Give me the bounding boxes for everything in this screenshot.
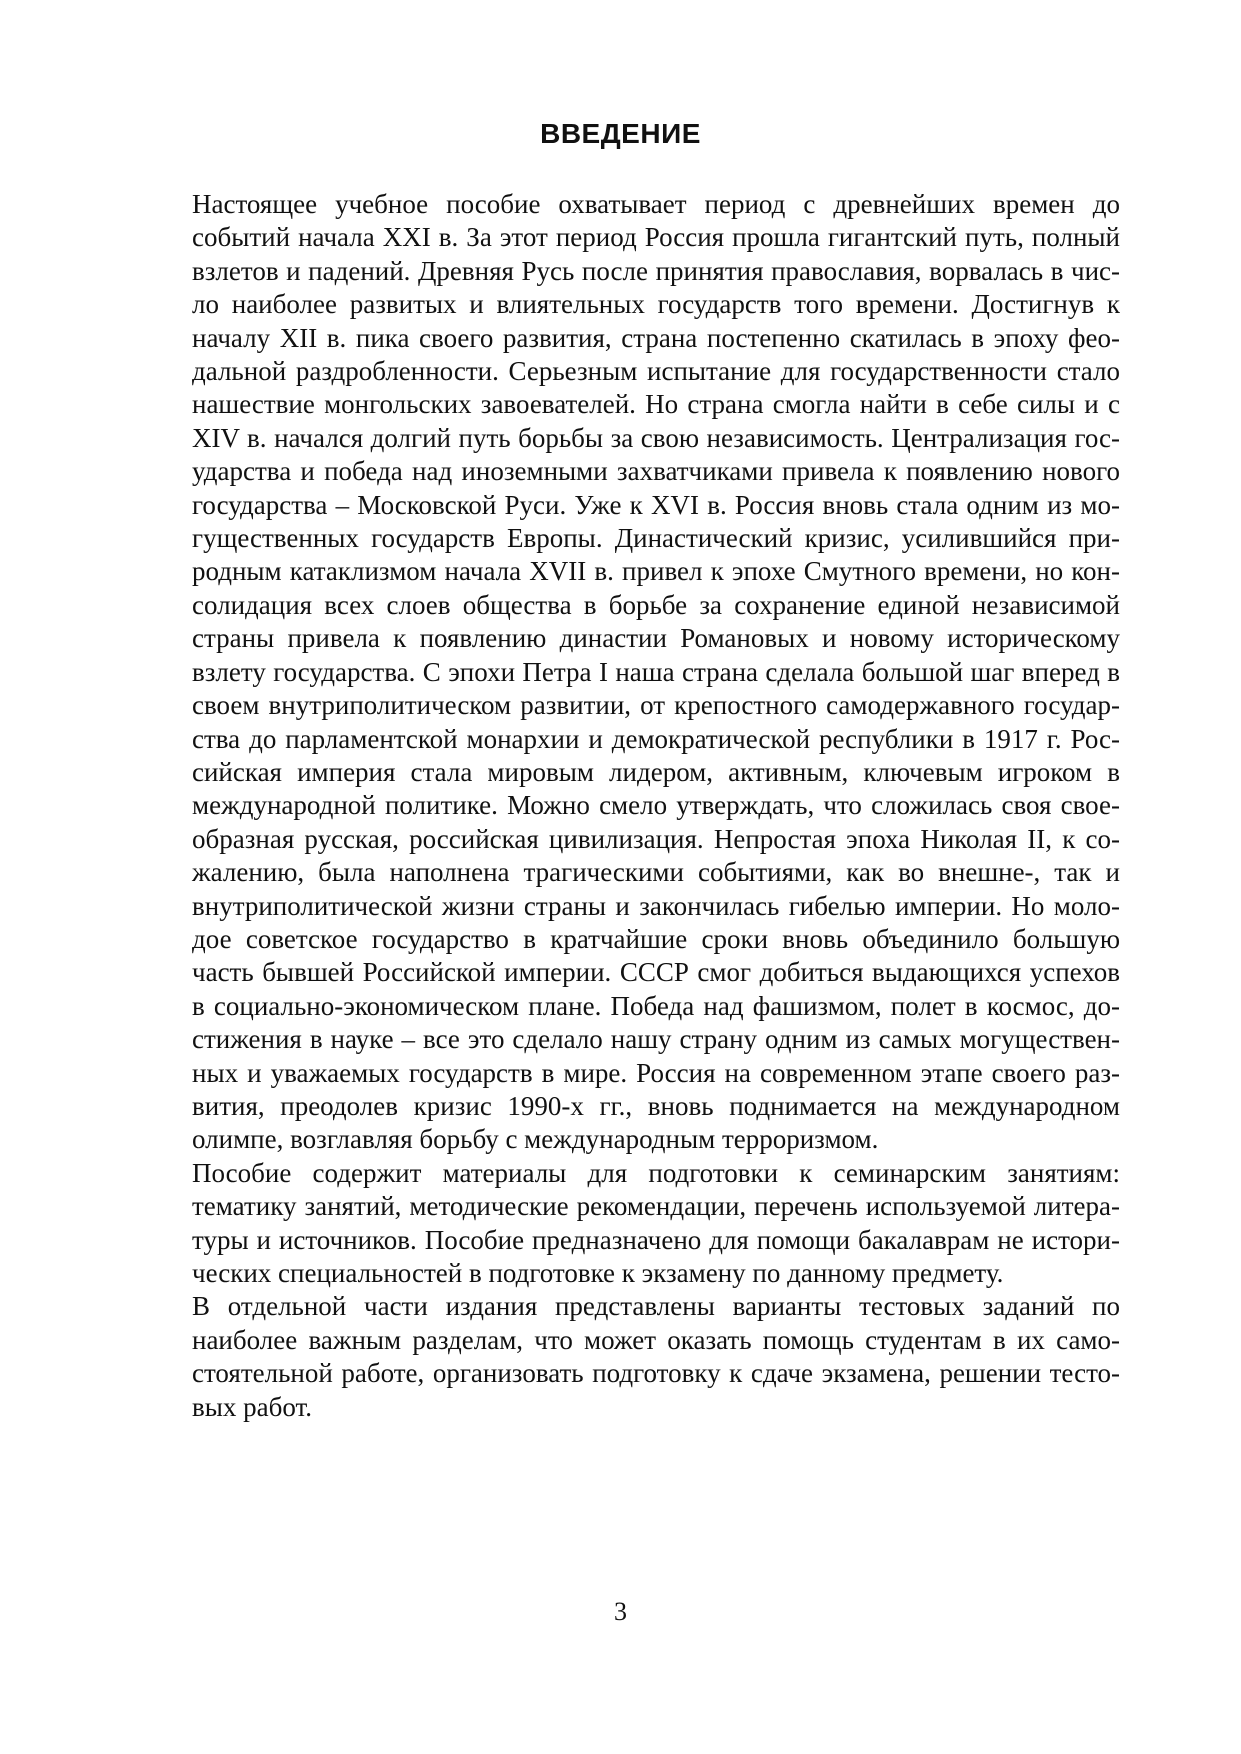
text-line: нашествие монгольских завоевателей. Но страна смогла найти в себе силы и с — [192, 389, 1120, 420]
text-line: внутриполитической жизни страны и закончилась гибелью империи. Но моло- — [192, 890, 1120, 921]
text-line: В отдельной части издания представлены варианты тестовых заданий по — [192, 1291, 1120, 1322]
paragraph — [120, 1157, 1120, 1291]
text-line: XIV в. начался долгий путь борьбы за свою независимость. Централизация гос- — [192, 422, 1120, 453]
text-line: туры и источников. Пособие предназначено для помощи бакалаврам не истори- — [192, 1224, 1120, 1255]
text-line: часть бывшей Российской империи. СССР смог добиться выдающихся успехов — [192, 957, 1120, 988]
body-text — [120, 188, 1120, 1424]
page-number: 3 — [614, 1597, 627, 1626]
text-line: вых работ. — [192, 1391, 313, 1422]
text-line: в социально-экономическом плане. Победа над фашизмом, полет в космос, до- — [192, 990, 1120, 1021]
text-line: ло наиболее развитых и влиятельных государств того времени. Достигнув к — [192, 289, 1120, 320]
text-line: ства до парламентской монархии и демократической республики в 1917 г. Рос- — [192, 723, 1120, 754]
text-line: государства – Московской Руси. Уже к XVI в. Россия вновь стала одним из мо- — [192, 489, 1120, 520]
paragraph — [120, 1290, 1120, 1424]
page-title: ВВЕДЕНИЕ — [540, 118, 701, 149]
text-line: своем внутриполитическом развитии, от крепостного самодержавного государ- — [192, 690, 1120, 721]
text-line: международной политике. Можно смело утверждать, что сложилась своя свое- — [192, 790, 1120, 821]
text-line: взлетов и падений. Древняя Русь после принятия православия, ворвалась в чис- — [192, 255, 1120, 286]
text-line: олимпе, возглавляя борьбу с международным терроризмом. — [192, 1124, 879, 1155]
text-line: солидация всех слоев общества в борьбе за сохранение единой независимой — [192, 589, 1120, 620]
text-line: сийская империя стала мировым лидером, активным, ключевым игроком в — [192, 756, 1120, 787]
text-line: стоятельной работе, организовать подготовку к сдаче экзамена, решении тесто- — [192, 1358, 1120, 1389]
text-line: дое советское государство в кратчайшие сроки вновь объединило большую — [192, 923, 1120, 954]
text-line: событий начала XXI в. За этот период Россия прошла гигантский путь, полный — [192, 222, 1120, 253]
text-line: взлету государства. С эпохи Петра I наша страна сделала большой шаг вперед в — [192, 656, 1120, 687]
text-line: наиболее важным разделам, что может оказать помощь студентам в их само- — [192, 1324, 1120, 1355]
text-line: образная русская, российская цивилизация. Непростая эпоха Николая II, к со- — [192, 823, 1120, 854]
paragraph — [120, 188, 1120, 1157]
text-line: Пособие содержит материалы для подготовки к семинарским занятиям: — [192, 1157, 1120, 1188]
text-line: гущественных государств Европы. Династический кризис, усилившийся при- — [192, 523, 1120, 554]
text-line: ных и уважаемых государств в мире. Россия на современном этапе своего раз- — [192, 1057, 1120, 1088]
text-line: тематику занятий, методические рекомендации, перечень используемой литера- — [192, 1191, 1120, 1222]
text-line: вития, преодолев кризис 1990-х гг., вновь поднимается на международном — [192, 1090, 1120, 1121]
text-line: началу XII в. пика своего развития, страна постепенно скатилась в эпоху фео- — [192, 322, 1120, 353]
text-line: Настоящее учебное пособие охватывает период с древнейших времен до — [192, 189, 1120, 219]
text-line: страны привела к появлению династии Романовых и новому историческому — [192, 623, 1120, 654]
text-line: ческих специальностей в подготовке к экзамену по данному предмету. — [192, 1258, 1004, 1288]
text-line: ударства и победа над иноземными захватчиками привела к появлению нового — [192, 456, 1120, 487]
text-line: родным катаклизмом начала XVII в. привел к эпохе Смутного времени, но кон- — [192, 556, 1120, 587]
text-line: жалению, была наполнена трагическими событиями, как во внешне-, так и — [192, 857, 1120, 888]
text-line: стижения в науке – все это сделало нашу страну одним из самых могуществен- — [192, 1024, 1120, 1055]
text-line: дальной раздробленности. Серьезным испытание для государственности стало — [192, 356, 1120, 387]
